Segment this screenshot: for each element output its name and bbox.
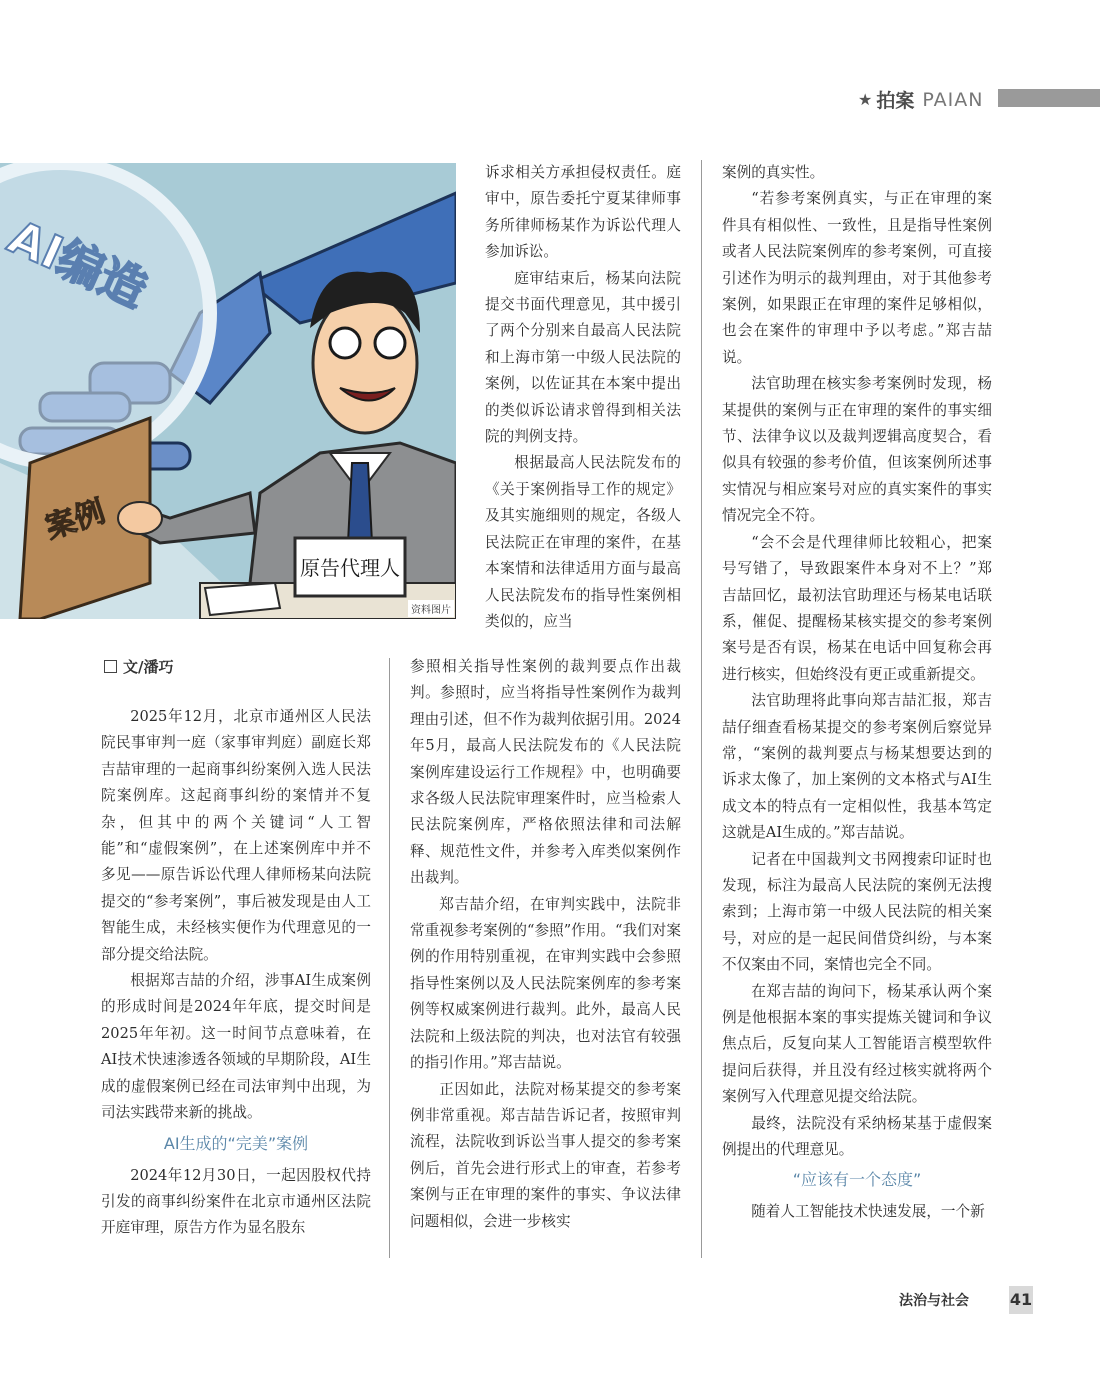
magnifier-text: AI编造	[0, 209, 155, 318]
column-divider	[389, 658, 390, 1258]
section-tag	[858, 86, 983, 113]
paragraph: 参照相关指导性案例的裁判要点作出裁判。参照时，应当将指导性案例作为裁判理由引述，但不作为裁判依据引用。2024年5月，最高人民法院发布的《人民法院案例库建设运行工作规程》中，也明确要求各级人民法院审理案件时，应当检索人民法院案例库，严格依照法律和司法解释、规范性文件，并参考入库类似案例作出裁判。	[410, 658, 681, 887]
paragraph: 案例的真实性。	[722, 164, 825, 181]
paragraph: “若参考案例真实，与正在审理的案件具有相似性、一致性，且是指导性案例或者人民法院案例库的参考案例，可直接引述作为明示的裁判理由，对于其他参考案例，如果跟正在审理的案件足够相似，也会在案件的审理中予以考虑。”郑吉喆说。	[722, 190, 992, 366]
paragraph: 法官助理将此事向郑吉喆汇报，郑吉喆仔细查看杨某提交的参考案例后察觉异常，“案例的裁判要点与杨某想要达到的诉求太像了，加上案例的文本格式与AI生成文本的特点有一定相似性，我基本笃定这就是AI生成的。”郑吉喆说。	[722, 692, 992, 842]
paragraph: 记者在中国裁判文书网搜索印证时也发现，标注为最高人民法院的案例无法搜索到；上海市第一中级人民法院的相关案号，对应的是一起民间借贷纠纷，与本案不仅案由不同，案情也完全不同。	[722, 850, 992, 974]
paragraph: “会不会是代理律师比较粗心，把案号写错了，导致跟案件本身对不上？”郑吉喆回忆，最初法官助理还与杨某电话联系，催促、提醒杨某核实提交的参考案例案号是否有误，杨某在电话中回复称会再进行核实，但始终没有更正或重新提交。	[722, 533, 992, 683]
author: 文/潘巧	[123, 658, 174, 676]
square-icon	[104, 660, 117, 673]
byline	[104, 656, 173, 677]
column-2-bottom	[410, 654, 681, 1235]
paragraph: 根据最高人民法院发布的《关于案例指导工作的规定》及其实施细则的规定，各级人民法院正在审理的案件，在基本案情和法律适用方面与最高人民法院发布的指导性案例相类似的，应当	[485, 454, 681, 630]
illustration-drawing	[0, 163, 456, 619]
paragraph: 根据郑吉喆的介绍，涉事AI生成案例的形成时间是2024年年底，提交时间是2025年年初。这一时间节点意味着，在AI技术快速渗透各领域的早期阶段，AI生成的虚假案例已经在司法审判中出现，为司法实践带来新的挑战。	[101, 972, 371, 1122]
paragraph: 2025年12月，北京市通州区人民法院民事审判一庭（家事审判庭）副庭长郑吉喆审理的一起商事纠纷案例入选人民法院案例库。这起商事纠纷的案情并不复杂，但其中的两个关键词“人工智能”和“虚假案例”，在上述案例库中并不多见——原告诉讼代理人律师杨某向法院提交的“参考案例”，事后被发现是由人工智能生成，未经核实便作为代理意见的一部分提交给法院。	[101, 708, 371, 963]
article-illustration	[0, 163, 456, 619]
paragraph: 最终，法院没有采纳杨某基于虚假案例提出的代理意见。	[722, 1114, 992, 1159]
column-1	[101, 704, 371, 1242]
column-2-top	[485, 160, 681, 635]
folder-text: 案例	[41, 494, 110, 546]
column-divider	[701, 160, 702, 1258]
paragraph: 随着人工智能技术快速发展，一个新	[751, 1203, 985, 1221]
header-bar	[998, 89, 1100, 107]
nameplate-text: 原告代理人	[300, 556, 400, 580]
paragraph: 法官助理在核实参考案例时发现，杨某提供的案例与正在审理的案件的事实细节、法律争议以及裁判逻辑高度契合，看似具有较强的参考价值，但该案例所述事实情况与相应案号对应的真实案件的事实情况完全不符。	[722, 375, 992, 525]
image-credit: 资料图片	[408, 600, 454, 617]
section-name-en: PAIAN	[922, 88, 984, 111]
paragraph: 庭审结束后，杨某向法院提交书面代理意见，其中援引了两个分别来自最高人民法院和上海市第一中级人民法院的案例，以佐证其在本案中提出的类似诉讼请求曾得到相关法院的判例支持。	[485, 269, 681, 446]
paragraph: 诉求相关方承担侵权责任。庭审中，原告委托宁夏某律师事务所律师杨某作为诉讼代理人参加诉讼。	[485, 164, 681, 261]
paragraph: 2024年12月30日，一起因股权代持引发的商事纠纷案件在北京市通州区法院开庭审理，原告方作为显名股东	[101, 1166, 371, 1237]
section-name: 拍案	[876, 90, 915, 112]
magazine-name: 法治与社会	[899, 1293, 969, 1309]
column-3	[722, 160, 992, 1226]
subheading: AI生成的“完美”案例	[163, 1133, 309, 1153]
subheading: “应该有一个态度”	[792, 1170, 922, 1190]
paragraph: 郑吉喆介绍，在审判实践中，法院非常重视参考案例的“参照”作用。“我们对案例的作用特别重视，在审判实践中会参照指导性案例以及人民法院案例库的参考案例等权威案例进行裁判。此外，最高人民法院和上级法院的判决，也对法官有较强的指引作用。”郑吉喆说。	[410, 895, 681, 1072]
star-icon: ★	[858, 90, 873, 109]
paragraph: 在郑吉喆的询问下，杨某承认两个案例是他根据本案的事实提炼关键词和争议焦点后，反复向某人工智能语言模型软件提问后获得，并且没有经过核实就将两个案例写入代理意见提交给法院。	[722, 982, 992, 1106]
paragraph: 正因如此，法院对杨某提交的参考案例非常重视。郑吉喆告诉记者，按照审判流程，法院收到诉讼当事人提交的参考案例后，首先会进行形式上的审查，若参考案例与正在审理的案件的事实、争议法律问题相似，会进一步核实	[410, 1080, 681, 1230]
page-number: 41	[1009, 1286, 1033, 1314]
